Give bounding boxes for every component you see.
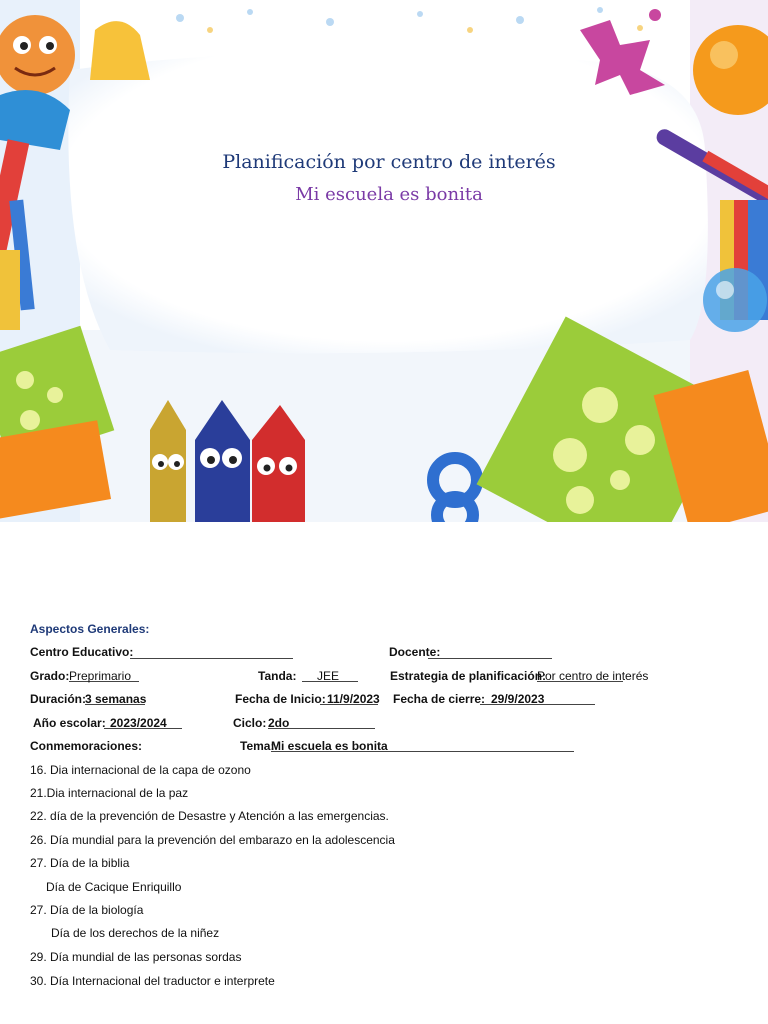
cartoon-character-icon xyxy=(0,15,75,150)
cover-subtitle: Mi escuela es bonita xyxy=(295,184,483,205)
list-item: 27. Día de la biología xyxy=(30,903,144,917)
list-item: 26. Día mundial para la prevención del embarazo en la adolescencia xyxy=(30,833,395,847)
docente-label: Docente: xyxy=(389,645,441,659)
estrategia-value: Por centro de interés xyxy=(537,669,649,683)
anio-escolar-value: 2023/2024 xyxy=(104,716,182,729)
ciclo-label: Ciclo: xyxy=(233,716,267,730)
tanda-value: JEE xyxy=(302,669,358,682)
centro-educativo-field xyxy=(130,646,293,659)
cover-title: Planificación por centro de interés xyxy=(222,151,556,173)
section-heading: Aspectos Generales: xyxy=(30,622,150,636)
fecha-inicio-label: Fecha de Inicio: xyxy=(235,692,326,706)
anio-escolar-label: Año escolar: xyxy=(33,716,106,730)
list-item: 22. día de la prevención de Desastre y Atención a las emergencias. xyxy=(30,809,389,823)
tema-value: Mi escuela es bonita xyxy=(271,739,574,752)
list-item: 29. Día mundial de las personas sordas xyxy=(30,950,242,964)
centro-educativo-label: Centro Educativo: xyxy=(30,645,134,659)
list-item: Día de Cacique Enriquillo xyxy=(46,880,182,894)
list-item: Día de los derechos de la niñez xyxy=(51,926,220,940)
duracion-value: 3 semanas xyxy=(85,692,147,706)
ciclo-value: 2do xyxy=(268,716,375,729)
list-item: 27. Día de la biblia xyxy=(30,856,130,870)
grado-value: Preprimario xyxy=(69,669,139,682)
conmemoraciones-label: Conmemoraciones: xyxy=(30,739,143,753)
list-item: 16. Dia internacional de la capa de ozono xyxy=(30,763,251,777)
docente-field xyxy=(428,646,552,659)
list-item: 30. Día Internacional del traductor e interprete xyxy=(30,974,275,988)
fecha-cierre-value: 29/9/2023 xyxy=(480,692,595,705)
estrategia-label: Estrategia de planificación: xyxy=(390,669,547,683)
crayon-characters-icon xyxy=(150,400,305,522)
fecha-inicio-value: 11/9/2023 xyxy=(320,692,378,705)
tema-label: Tema: xyxy=(240,739,275,753)
list-item: 21.Dia internacional de la paz xyxy=(30,786,189,800)
duracion-label: Duración: xyxy=(30,692,87,706)
grado-label: Grado: xyxy=(30,669,70,683)
tanda-label: Tanda: xyxy=(258,669,297,683)
fecha-cierre-label: Fecha de cierre: xyxy=(393,692,486,706)
